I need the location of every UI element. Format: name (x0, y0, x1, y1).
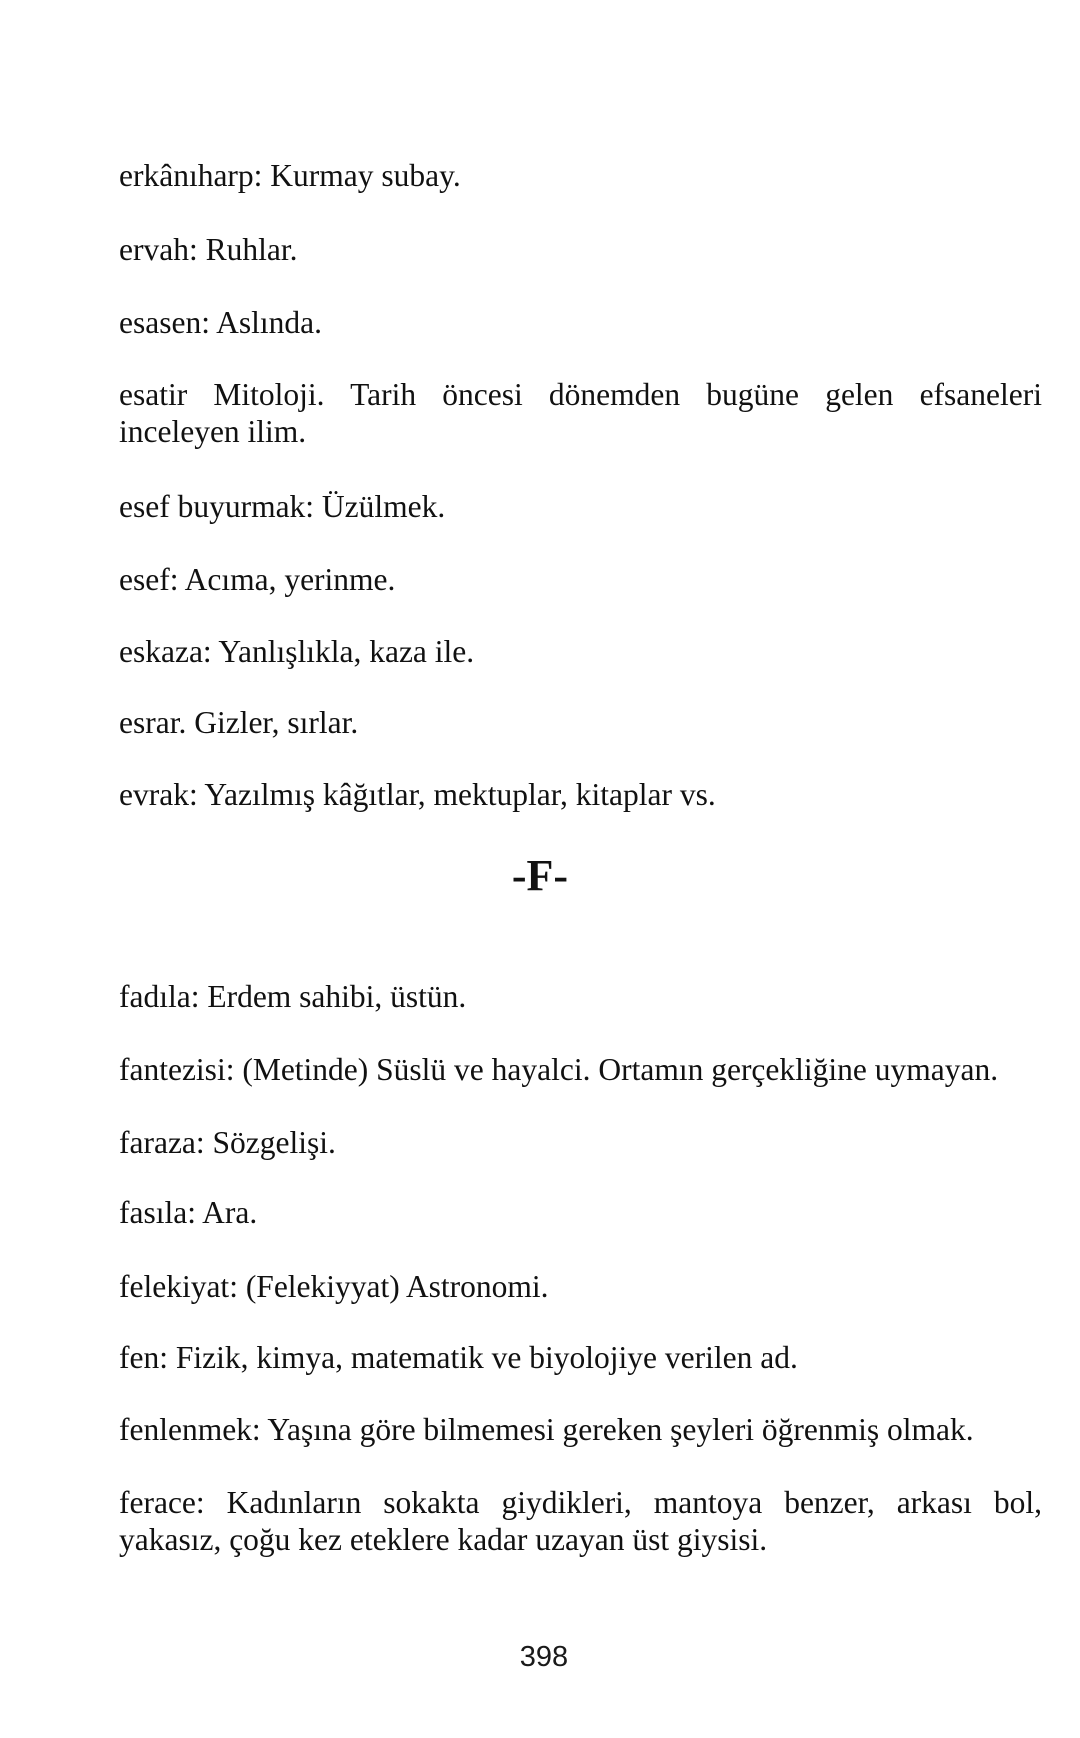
glossary-entry-eskaza (119, 633, 1042, 670)
glossary-entry-fasila (119, 1194, 1042, 1231)
entry-text: ervah: Ruhlar. (119, 232, 298, 267)
glossary-entry-fantezisi (119, 1051, 1042, 1088)
entry-text-line-1: ferace: Kadınların sokakta giydikleri, mantoya benzer, arkası bol, (119, 1485, 1042, 1520)
entry-text: fen: Fizik, kimya, matematik ve biyolojiye verilen ad. (119, 1340, 798, 1375)
entry-text-line-2: inceleyen ilim. (119, 414, 307, 449)
glossary-entry-esef-buyurmak (119, 488, 1042, 525)
glossary-entry-faraza (119, 1124, 1042, 1161)
entry-text: esef buyurmak: Üzülmek. (119, 489, 446, 524)
entry-text: esrar. Gizler, sırlar. (119, 705, 359, 740)
entry-text: fantezisi: (Metinde) Süslü ve hayalci. Ortamın gerçekliğine uymayan. (119, 1052, 999, 1087)
entry-text-line-1: esatir Mitoloji. Tarih öncesi dönemden bugüne gelen efsaneleri (119, 377, 1042, 412)
section-heading-f: -F- (511, 851, 569, 900)
glossary-entry-esasen (119, 304, 1042, 341)
entry-text: fenlenmek: Yaşına göre bilmemesi gereken şeyleri öğrenmiş olmak. (119, 1412, 974, 1447)
entry-text: esef: Acıma, yerinme. (119, 562, 396, 597)
entry-text-line-2: yakasız, çoğu kez eteklere kadar uzayan üst giysisi. (119, 1522, 768, 1557)
entry-text: eskaza: Yanlışlıkla, kaza ile. (119, 634, 475, 669)
entry-text: felekiyat: (Felekiyyat) Astronomi. (119, 1269, 549, 1304)
glossary-entry-ervah (119, 231, 1042, 268)
glossary-entry-fenlenmek (119, 1411, 1042, 1448)
entry-text: evrak: Yazılmış kâğıtlar, mektuplar, kitaplar vs. (119, 777, 716, 812)
glossary-entry-fen (119, 1339, 1042, 1376)
entry-text: fadıla: Erdem sahibi, üstün. (119, 979, 467, 1014)
glossary-entry-esrar (119, 704, 1042, 741)
entry-text: esasen: Aslında. (119, 305, 322, 340)
glossary-entry-esatir (119, 376, 1042, 450)
entry-text: faraza: Sözgelişi. (119, 1125, 336, 1160)
entry-text: fasıla: Ara. (119, 1195, 258, 1230)
glossary-entry-esef (119, 561, 1042, 598)
page-number: 398 (519, 1641, 569, 1673)
glossary-entry-evrak (119, 776, 1042, 813)
glossary-entry-ferace (119, 1484, 1042, 1558)
glossary-entry-felekiyat (119, 1268, 1042, 1305)
glossary-entry-fadila (119, 978, 1042, 1015)
glossary-entry-erkaniharp (119, 157, 1042, 194)
entry-text: erkânıharp: Kurmay subay. (119, 158, 461, 193)
